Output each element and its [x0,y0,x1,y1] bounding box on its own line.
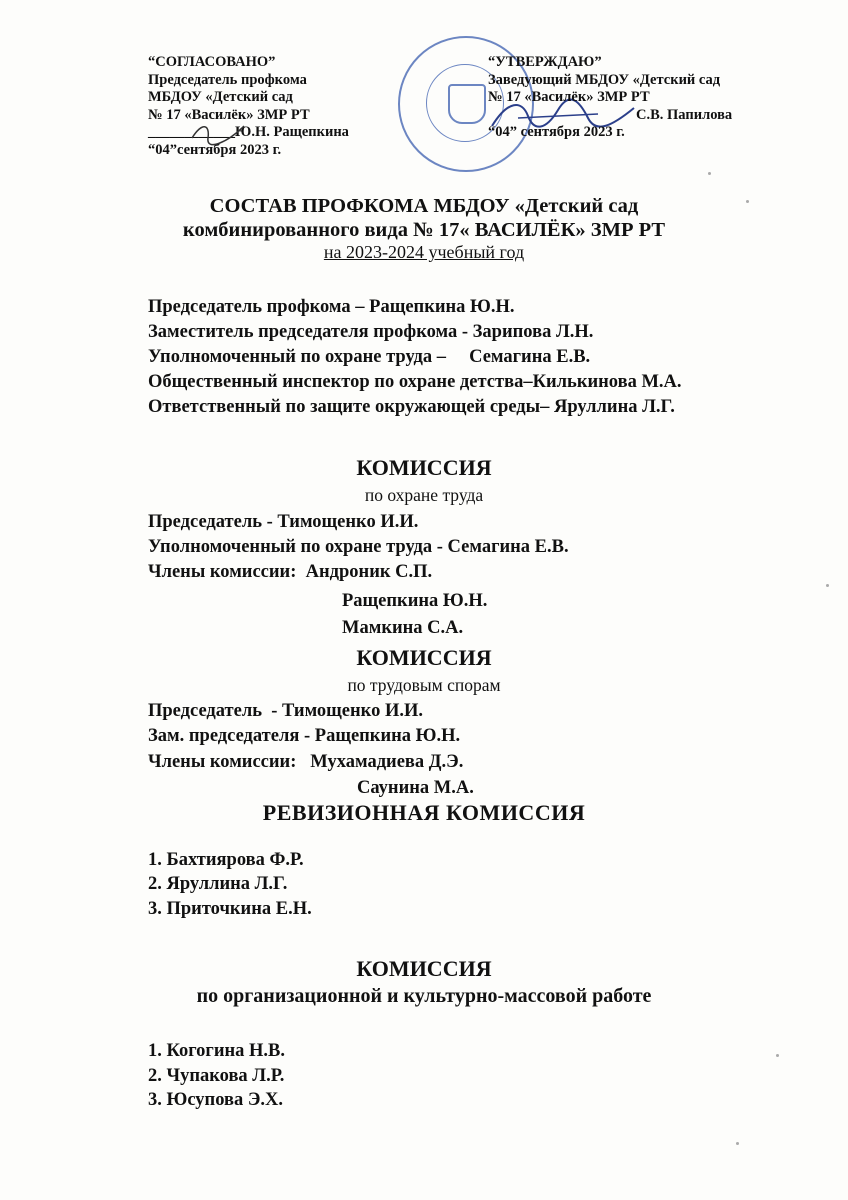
agreed-position: Председатель профкома [148,71,307,88]
agreed-org-2: № 17 «Василёк» ЗМР РТ [148,106,310,123]
audit-member-2: 2. Яруллина Л.Г. [148,874,288,894]
scan-speck [736,1142,739,1145]
scan-speck [826,584,829,587]
scan-speck [746,200,749,203]
scan-speck [776,1054,779,1057]
doc-title-year: на 2023-2024 учебный год [323,242,525,262]
officer-deputy: Заместитель председателя профкома - Зарипова Л.Н. [148,322,594,342]
culture-member-3: 3. Юсупова Э.Х. [148,1090,284,1110]
labor-commission-authorized: Уполномоченный по охране труда - Семагина Е.В. [148,537,569,557]
labor-commission-heading: КОМИССИЯ [356,455,492,480]
approved-date: “04” сентября 2023 г. [488,124,625,141]
chair-signature [188,120,248,146]
scan-speck [708,172,711,175]
audit-member-3: 3. Приточкина Е.Н. [148,899,312,919]
officer-chair: Председатель профкома – Ращепкина Ю.Н. [148,297,515,317]
labor-commission-member-2: Ращепкина Ю.Н. [342,591,488,611]
disputes-commission-members: Члены комиссии: Мухамадиева Д.Э. [148,752,464,772]
agreed-signature-underline: ____________ [148,124,235,141]
disputes-commission-sub: по трудовым спорам [347,675,501,695]
audit-commission-heading: РЕВИЗИОННАЯ КОМИССИЯ [262,800,586,825]
stamp-emblem-icon [448,84,486,124]
officer-labor-safety: Уполномоченный по охране труда – Семагина Е.В. [148,347,591,367]
officer-child-inspector: Общественный инспектор по охране детства–Килькинова М.А. [148,372,682,392]
agreed-date: “04”сентября 2023 г. [148,141,282,158]
labor-commission-member-3: Мамкина С.А. [342,618,464,638]
audit-member-1: 1. Бахтиярова Ф.Р. [148,850,304,870]
disputes-commission-member-2: Саунина М.А. [357,778,474,798]
labor-commission-sub: по охране труда [364,485,484,505]
culture-member-2: 2. Чупакова Л.Р. [148,1066,285,1086]
agreed-signature-line [148,124,349,142]
disputes-commission-heading: КОМИССИЯ [356,645,492,670]
doc-title-line-2: комбинированного вида № 17« ВАСИЛЁК» ЗМР РТ [182,219,666,241]
disputes-commission-chair: Председатель - Тимощенко И.И. [148,701,423,721]
approved-org: № 17 «Василёк» ЗМР РТ [488,89,650,106]
doc-title-line-1: СОСТАВ ПРОФКОМА МБДОУ «Детский сад [209,195,639,217]
culture-commission-heading: КОМИССИЯ [356,956,492,981]
labor-commission-chair: Председатель - Тимощенко И.И. [148,512,419,532]
approval-left-block [148,54,349,160]
culture-member-1: 1. Когогина Н.В. [148,1041,286,1061]
culture-commission-sub: по организационной и культурно-массовой работе [196,985,652,1007]
approval-right-block [488,54,732,142]
disputes-commission-deputy: Зам. председателя - Ращепкина Ю.Н. [148,726,461,746]
approved-label: “УТВЕРЖДАЮ” [488,54,602,70]
approved-signer-name: С.В. Папилова [636,106,733,123]
agreed-label: “СОГЛАСОВАНО” [148,54,276,70]
labor-commission-members: Члены комиссии: Андроник С.П. [148,562,433,582]
agreed-org-1: МБДОУ «Детский сад [148,89,293,106]
approved-position: Заведующий МБДОУ «Детский сад [488,71,721,88]
agreed-signer-name: Ю.Н. Ращепкина [235,124,349,141]
officer-environment: Ответственный по защите окружающей среды– Яруллина Л.Г. [148,397,675,417]
